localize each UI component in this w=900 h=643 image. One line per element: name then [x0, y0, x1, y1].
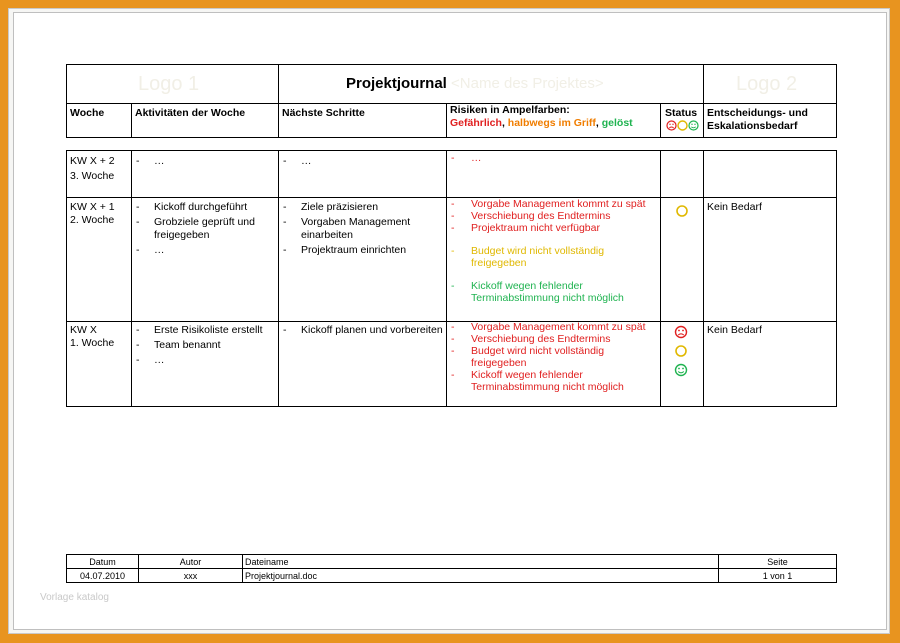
list-item: - …: [451, 152, 482, 164]
footer-author-label: Autor: [179, 557, 202, 567]
col-activities: Aktivitäten der Woche: [135, 107, 246, 119]
risks-list: [449, 321, 654, 393]
list-item: - Budget wird nicht vollständig freigegeben: [451, 345, 605, 369]
list-item: - …: [136, 244, 165, 256]
risks-list: [449, 198, 654, 304]
risk-legend: [450, 117, 633, 130]
list-item: - Vorgabe Management kommt zu spät: [451, 198, 646, 210]
list-item: - Kickoff wegen fehlender Terminabstimmung nicht möglich: [451, 369, 624, 393]
col-risks: [450, 104, 633, 130]
list-item: - Vorgaben Management einarbeiten: [283, 216, 411, 241]
status-legend-icons: [666, 120, 700, 131]
logo-right: Logo 2: [736, 73, 798, 95]
list-item: - …: [136, 155, 165, 167]
list-item: - Kickoff durchgeführt: [136, 201, 248, 213]
col-week: Woche: [70, 107, 105, 119]
neutral-circle-icon: [678, 121, 687, 130]
decision-cell: Kein Bedarf: [707, 324, 762, 336]
next-steps-list: [281, 324, 447, 337]
list-item: - Vorgabe Management kommt zu spät: [451, 321, 646, 333]
week-number: KW X + 1: [70, 201, 115, 213]
next-steps-list: [281, 155, 443, 168]
logo-left: Logo 1: [138, 73, 200, 95]
week-cell: [70, 154, 115, 184]
page-title: [346, 75, 604, 92]
risks-list: [449, 152, 654, 165]
footer-page-label: Seite: [767, 557, 788, 567]
week-number: KW X: [70, 324, 97, 336]
legend-red: Gefährlich: [450, 117, 502, 129]
col-status: [665, 107, 697, 120]
list-item: - Ziele präzisieren: [283, 201, 379, 213]
list-item: - Grobziele geprüft und freigegeben: [136, 216, 255, 241]
project-name-placeholder: <Name des Projektes>: [451, 75, 604, 92]
list-item: - Erste Risikoliste erstellt: [136, 324, 263, 336]
activities-list: [134, 324, 276, 367]
footer-filename-value: Projektjournal.doc: [245, 571, 318, 581]
list-item: - Verschiebung des Endtermins: [451, 333, 611, 345]
footer-author-value: xxx: [183, 571, 198, 581]
week-label: 1. Woche: [70, 337, 115, 349]
col-next-steps: Nächste Schritte: [282, 107, 365, 119]
week-cell: [70, 324, 114, 350]
col-decision: [707, 107, 808, 133]
activities-list: [134, 201, 276, 257]
decision-cell: Kein Bedarf: [707, 201, 762, 213]
footer-filename-label: Dateiname: [245, 557, 289, 567]
list-item: - Verschiebung des Endtermins: [451, 210, 611, 222]
happy-face-icon: [689, 121, 698, 130]
week-label: 3. Woche: [70, 170, 115, 182]
activities-list: [134, 155, 274, 168]
week-label: 2. Woche: [70, 214, 115, 226]
legend-sep: ,: [595, 117, 602, 129]
decision-line2: Eskalationsbedarf: [707, 120, 798, 132]
footer-date-value: 04.07.2010: [79, 571, 126, 581]
legend-green: gelöst: [601, 117, 633, 129]
happy-face-icon: [676, 365, 687, 376]
list-item: - Projektraum einrichten: [283, 244, 407, 256]
footer-page-value: 1 von 1: [762, 571, 793, 581]
week-number: KW X + 2: [70, 155, 115, 167]
risks-title: Risiken in Ampelfarben:: [450, 104, 570, 116]
title-text: Projektjournal: [346, 75, 447, 92]
next-steps-list: [281, 201, 443, 257]
status-icons: [674, 325, 688, 379]
list-item: - Kickoff wegen fehlender Terminabstimmung nicht möglich: [451, 280, 624, 304]
neutral-circle-icon: [676, 346, 686, 356]
list-item: - Team benannt: [136, 339, 221, 351]
decision-line1: Entscheidungs- und: [707, 107, 808, 119]
status-label: Status: [665, 107, 698, 119]
legend-sep: ,: [501, 117, 508, 129]
list-item: - Kickoff planen und vorbereiten: [283, 324, 443, 336]
sad-face-icon: [667, 121, 676, 130]
list-item: - …: [136, 354, 165, 366]
list-item: - …: [283, 155, 312, 167]
week-cell: [70, 201, 115, 227]
watermark: Vorlage katalog: [40, 592, 109, 603]
list-item: - Projektraum nicht verfügbar: [451, 222, 600, 234]
footer-date-label: Datum: [89, 557, 116, 567]
neutral-circle-icon: [675, 204, 689, 218]
legend-orange: halbwegs im Griff: [507, 117, 596, 129]
sad-face-icon: [676, 327, 687, 338]
list-item: - Budget wird nicht vollständig freigegeben: [451, 245, 605, 269]
